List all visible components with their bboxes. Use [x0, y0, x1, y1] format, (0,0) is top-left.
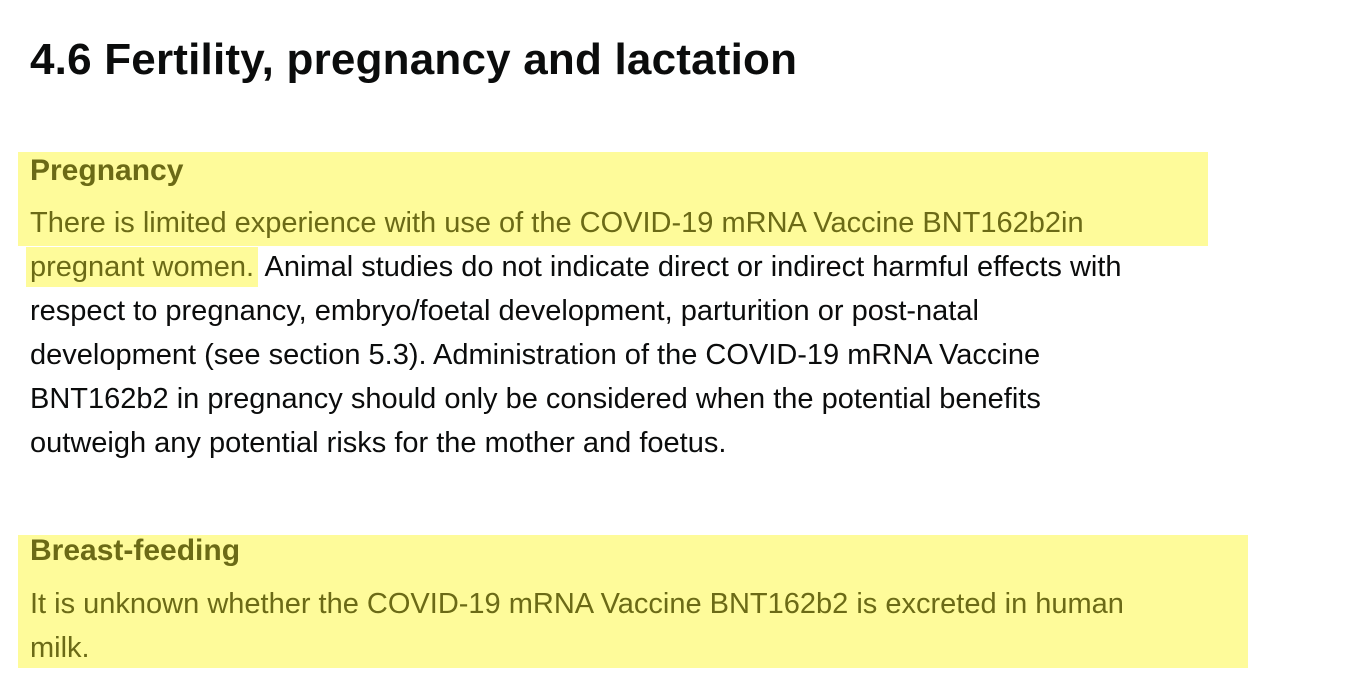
breastfeeding-line-2: milk.: [30, 632, 90, 664]
pregnancy-line-6: outweigh any potential risks for the mother and foetus.: [30, 427, 727, 459]
pregnancy-heading: Pregnancy: [30, 154, 184, 187]
pregnancy-line-5: BNT162b2 in pregnancy should only be considered when the potential benefits: [30, 383, 1041, 415]
pregnancy-line-2: [30, 245, 1122, 289]
breastfeeding-heading: Breast-feeding: [30, 534, 241, 567]
breastfeeding-paragraph: [30, 582, 1124, 670]
breastfeeding-line-1: It is unknown whether the COVID-19 mRNA Vaccine BNT162b2 is excreted in human: [30, 588, 1124, 620]
pregnancy-paragraph: [30, 201, 1122, 465]
pregnancy-highlight-line-1: There is limited experience with use of the COVID-19 mRNA Vaccine BNT162b2in: [30, 207, 1084, 239]
pregnancy-line-3: respect to pregnancy, embryo/foetal development, parturition or post-natal: [30, 295, 979, 327]
pregnancy-line-2-rest: Animal studies do not indicate direct or indirect harmful effects with: [258, 251, 1122, 283]
pregnancy-highlight-line-2: pregnant women.: [26, 247, 258, 287]
pregnancy-line-4: development (see section 5.3). Administration of the COVID-19 mRNA Vaccine: [30, 339, 1041, 371]
section-heading: 4.6 Fertility, pregnancy and lactation: [30, 35, 798, 84]
